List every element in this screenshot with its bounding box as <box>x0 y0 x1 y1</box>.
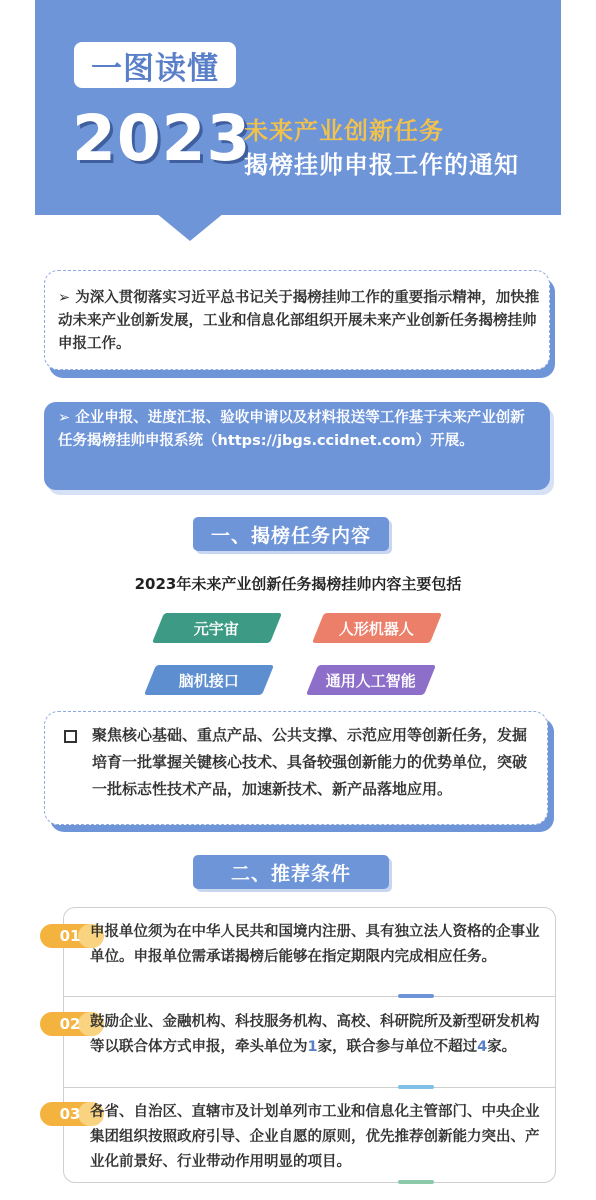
system-text: 企业申报、进度汇报、验收申请以及材料报送等工作基于未来产业创新任务揭榜挂帅申报系统（https://jbgs.ccidnet.com）开展。 <box>58 410 525 449</box>
condition-item: 各省、自治区、直辖市及计划单列市工业和信息化主管部门、中央企业集团组织按照政府引导、企业自愿的原则，优先推荐创新能力突出、产业化前景好、行业带动作用明显的项目。 <box>90 1104 540 1170</box>
number-badge: 03 <box>40 1102 100 1126</box>
tag-label: 脑机接口 <box>178 671 239 690</box>
tag-humanoid-robot <box>312 613 442 643</box>
number-badge: 02 <box>40 1012 100 1036</box>
header-title-line1: 未来产业创新任务 <box>244 117 444 145</box>
section-subtitle: 2023年未来产业创新任务揭榜挂帅内容主要包括 <box>134 575 462 593</box>
divider <box>63 1087 556 1088</box>
square-bullet-icon <box>64 730 77 743</box>
tag-general-ai <box>306 665 436 695</box>
divider <box>63 996 556 997</box>
intro-text: 为深入贯彻落实习近平总书记关于揭榜挂帅工作的重要指示精神，加快推动未来产业创新发展，工业和信息化部组织开展未来产业创新任务揭榜挂帅申报工作。 <box>58 290 540 352</box>
section-title-conditions: 二、推荐条件 <box>193 855 389 889</box>
bullet-arrow-icon: ➢ <box>58 410 71 426</box>
header-year: 2023 <box>72 102 252 175</box>
highlight-number: 1 <box>307 1039 318 1055</box>
header-title-line2: 揭榜挂帅申报工作的通知 <box>244 151 519 179</box>
tag-label: 元宇宙 <box>194 619 240 638</box>
condition-item: 申报单位须为在中华人民共和国境内注册、具有独立法人资格的企事业单位。申报单位需承诺揭榜后能够在指定期限内完成相应任务。 <box>90 924 540 965</box>
header-pointer <box>156 213 224 241</box>
header-badge: 一图读懂 <box>74 42 236 88</box>
tag-label: 人形机器人 <box>339 619 415 638</box>
highlight-number: 4 <box>477 1039 488 1055</box>
divider-accent <box>398 994 434 998</box>
section-title-tasks: 一、揭榜任务内容 <box>193 517 389 551</box>
bullet-arrow-icon: ➢ <box>58 290 71 306</box>
tag-brain-computer-interface <box>144 665 274 695</box>
number-badge: 01 <box>40 924 100 948</box>
focus-paragraph: 聚焦核心基础、重点产品、公共支撑、示范应用等创新任务，发掘培育一批掌握关键核心技术、具备较强创新能力的优势单位，突破一批标志性技术产品，加速新技术、新产品落地应用。 <box>92 726 528 798</box>
divider-accent <box>398 1085 434 1089</box>
condition-item: 鼓励企业、金融机构、科技服务机构、高校、科研院所及新型研发机构等以联合体方式申报，牵头单位为1家，联合参与单位不超过4家。 <box>90 1014 540 1055</box>
system-paragraph <box>58 407 538 453</box>
divider-accent <box>398 1180 434 1184</box>
tag-label: 通用人工智能 <box>325 671 416 690</box>
tag-metaverse <box>152 613 282 643</box>
intro-paragraph <box>58 287 542 356</box>
